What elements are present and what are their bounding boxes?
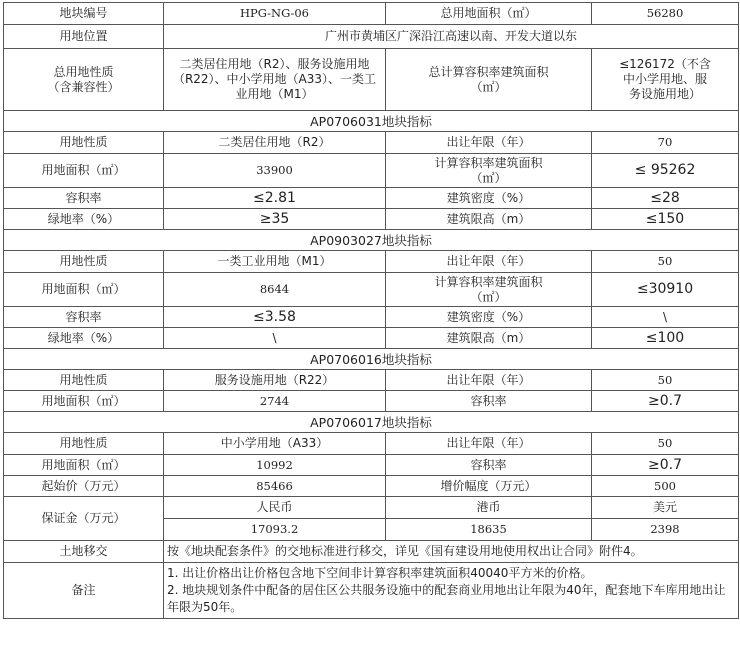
table-row [4, 497, 739, 519]
cell-value: 服务设施用地（R22） [164, 370, 386, 391]
cell-value: ≤30910 [592, 273, 739, 307]
remarks-text [164, 563, 739, 619]
cell-label: 容积率 [4, 188, 164, 209]
increment-value: 500 [592, 476, 739, 497]
location-label: 用地位置 [4, 25, 164, 49]
parcel-code-label: 地块编号 [4, 3, 164, 25]
cell-label: 用地性质 [4, 433, 164, 455]
section-header [4, 412, 739, 433]
table-row [4, 455, 739, 476]
cell-value: 一类工业用地（M1） [164, 251, 386, 273]
total-nature-label: 总用地性质 （含兼容性） [4, 49, 164, 111]
table-row [4, 251, 739, 273]
currency-usd: 美元 [592, 497, 739, 519]
cell-label: 用地面积（㎡） [4, 391, 164, 412]
cell-value: ≤100 [592, 328, 739, 349]
cell-value: 10992 [164, 455, 386, 476]
deposit-usd: 2398 [592, 519, 739, 541]
start-price-value: 85466 [164, 476, 386, 497]
cell-value: 二类居住用地（R2） [164, 132, 386, 154]
table-row [4, 25, 739, 49]
cell-label: 出让年限（年） [386, 433, 592, 455]
cell-label: 用地性质 [4, 370, 164, 391]
cell-value: 中小学用地（A33） [164, 433, 386, 455]
remarks-label: 备注 [4, 563, 164, 619]
cell-label: 出让年限（年） [386, 370, 592, 391]
cell-label: 用地面积（㎡） [4, 154, 164, 188]
deposit-hkd: 18635 [386, 519, 592, 541]
cell-value: 50 [592, 370, 739, 391]
cell-value: 50 [592, 433, 739, 455]
cell-label: 绿地率（%） [4, 328, 164, 349]
table-row [4, 188, 739, 209]
table-row [4, 541, 739, 563]
cell-value: ≤2.81 [164, 188, 386, 209]
cell-label: 建筑限高（m） [386, 328, 592, 349]
cell-label: 用地性质 [4, 251, 164, 273]
section-title: AP0706017地块指标 [4, 412, 739, 433]
increment-label: 增价幅度（万元） [386, 476, 592, 497]
cell-value: ≥0.7 [592, 391, 739, 412]
table-row [4, 370, 739, 391]
section-title: AP0706016地块指标 [4, 349, 739, 370]
currency-rmb: 人民币 [164, 497, 386, 519]
cell-value: ≤ 95262 [592, 154, 739, 188]
cell-value: 2744 [164, 391, 386, 412]
total-far-area-label: 总计算容积率建筑面积 （㎡） [386, 49, 592, 111]
cell-value: \ [592, 307, 739, 328]
cell-label: 建筑限高（m） [386, 209, 592, 230]
table-row [4, 391, 739, 412]
cell-label: 容积率 [386, 455, 592, 476]
table-row [4, 433, 739, 455]
table-row [4, 476, 739, 497]
parcel-code-value: HPG-NG-06 [164, 3, 386, 25]
cell-value: 70 [592, 132, 739, 154]
cell-value: 50 [592, 251, 739, 273]
table-row [4, 563, 739, 619]
cell-label: 建筑密度（%） [386, 188, 592, 209]
currency-hkd: 港币 [386, 497, 592, 519]
table-row [4, 209, 739, 230]
cell-label: 绿地率（%） [4, 209, 164, 230]
cell-value: ≥35 [164, 209, 386, 230]
cell-label: 用地性质 [4, 132, 164, 154]
cell-value: ≤150 [592, 209, 739, 230]
cell-label: 出让年限（年） [386, 251, 592, 273]
cell-label: 计算容积率建筑面积 （㎡） [386, 273, 592, 307]
land-parcel-table [3, 2, 739, 619]
table-row [4, 3, 739, 25]
section-title: AP0903027地块指标 [4, 230, 739, 251]
table-row [4, 154, 739, 188]
section-title: AP0706031地块指标 [4, 111, 739, 132]
table-row [4, 132, 739, 154]
table-row [4, 49, 739, 111]
table-row [4, 307, 739, 328]
cell-label: 用地面积（㎡） [4, 273, 164, 307]
cell-label: 建筑密度（%） [386, 307, 592, 328]
cell-label: 容积率 [386, 391, 592, 412]
remark-line: 2. 地块规划条件中配备的居住区公共服务设施中的配套商业用地出让年限为40年，配套地下车库用地出让年限为50年。 [167, 583, 726, 614]
deposit-rmb: 17093.2 [164, 519, 386, 541]
cell-value: \ [164, 328, 386, 349]
section-header [4, 349, 739, 370]
total-area-value: 56280 [592, 3, 739, 25]
transfer-text: 按《地块配套条件》的交地标准进行移交，详见《国有建设用地使用权出让合同》附件4。 [164, 541, 739, 563]
cell-value: ≤28 [592, 188, 739, 209]
cell-value: ≥0.7 [592, 455, 739, 476]
deposit-label: 保证金（万元） [4, 497, 164, 541]
total-nature-value: 二类居住用地（R2）、服务设施用地 （R22）、中小学用地（A33）、一类工 业用地（M1） [164, 49, 386, 111]
cell-value: ≤3.58 [164, 307, 386, 328]
section-header [4, 230, 739, 251]
cell-label: 用地面积（㎡） [4, 455, 164, 476]
section-header [4, 111, 739, 132]
table-row [4, 328, 739, 349]
cell-label: 出让年限（年） [386, 132, 592, 154]
cell-label: 计算容积率建筑面积 （㎡） [386, 154, 592, 188]
table-row [4, 273, 739, 307]
location-value: 广州市黄埔区广深沿江高速以南、开发大道以东 [164, 25, 739, 49]
cell-label: 容积率 [4, 307, 164, 328]
total-far-area-value: ≤126172（不含 中小学用地、服 务设施用地） [592, 49, 739, 111]
remark-line: 1. 出让价格出让价格包含地下空间非计算容积率建筑面积40040平方米的价格。 [167, 566, 593, 580]
transfer-label: 土地移交 [4, 541, 164, 563]
total-area-label: 总用地面积（㎡） [386, 3, 592, 25]
start-price-label: 起始价（万元） [4, 476, 164, 497]
cell-value: 8644 [164, 273, 386, 307]
cell-value: 33900 [164, 154, 386, 188]
